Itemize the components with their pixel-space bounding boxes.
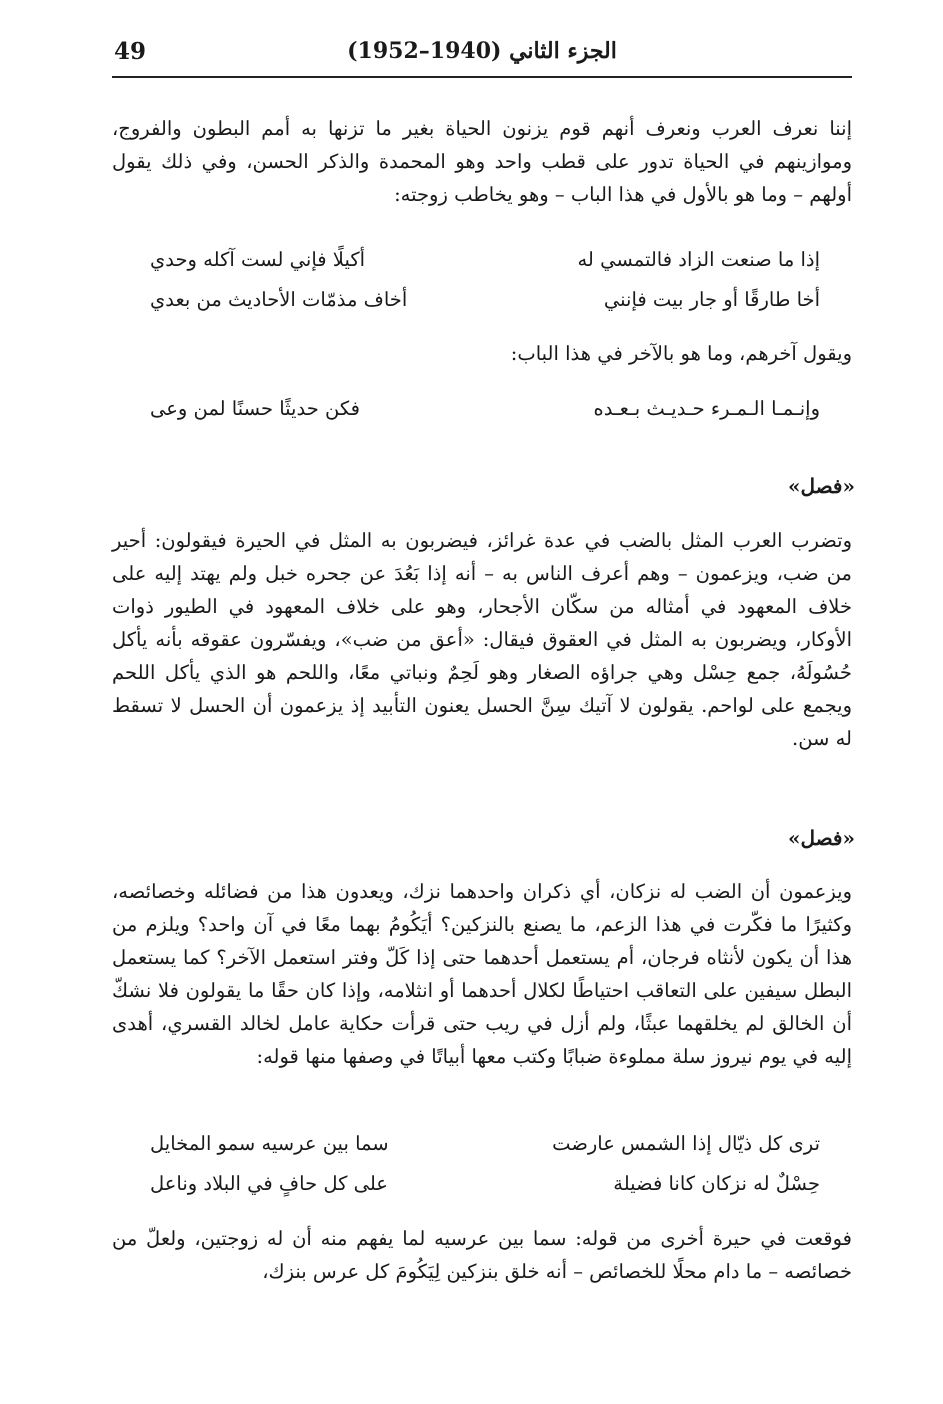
page-header — [112, 36, 852, 78]
verse-first-hemistich: ترى كل ذيّال إذا الشمس عارضت — [552, 1132, 820, 1155]
verse-line — [150, 283, 820, 316]
paragraph-transition: ويقول آخرهم، وما هو بالآخر في هذا الباب: — [510, 342, 852, 365]
verse-line — [150, 1167, 820, 1200]
paragraph-conclusion: فوقعت في حيرة أخرى من قوله: سما بين عرسيه لما يفهم منه أن له زوجتين، ولعلّ من خصائصه – ما دام محلًا للخصائص – أنه خلق بنزكين لِيَكُومَ كل عرس بنزك، — [112, 1227, 852, 1283]
verse-first-hemistich: أخا طارقًا أو جار بيت فإنني — [603, 288, 820, 311]
verse-second-hemistich: أكيلًا فإني لست آكله وحدي — [150, 248, 366, 271]
verse-second-hemistich: على كل حافٍ في البلاد وناعل — [150, 1172, 388, 1195]
verse-line — [150, 392, 820, 425]
page-number: 49 — [114, 38, 147, 65]
paragraph-intro: إننا نعرف العرب ونعرف أنهم قوم يزنون الحياة بغير ما تزنها به أمم البطون والفروج، وموازينهم في الحياة تدور على قطب واحد وهو المحمدة والذكر الحسن، وفي ذلك يقول أولهم – وما هو بالأول في هذا الباب – وهو يخاطب زوجته: — [112, 117, 852, 206]
verse-line — [150, 243, 820, 276]
verse-second-hemistich: سما بين عرسيه سمو المخايل — [150, 1132, 389, 1155]
section-heading: «فصل» — [787, 474, 855, 498]
verse-first-hemistich: حِسْلٌ له نزكان كانا فضيلة — [613, 1172, 820, 1195]
verse-first-hemistich: وإنـمـا الـمـرء حـديـث بـعـده — [593, 397, 820, 420]
running-title: الجزء الثاني (1940–1952) — [347, 38, 617, 64]
paragraph-dabb-proverbs: وتضرب العرب المثل بالضب في عدة غرائز، فيضربون به المثل في الحيرة فيقولون: أحير من ضب، ويزعمون – وهم أعرف الناس به – أنه إذا بَعُدَ عن جحره خبل ولم يهتد إليه على خلاف المعهود في أمثاله من سكّان الأجحار، وهو على خلاف المعهود في الطيور ذوات الأوكار، ويضربون به المثل في العقوق فيقال: «أعق من ضب»، ويفسّرون عقوقه بأنه يأكل حُسُولَهُ، جمع حِسْل وهي جراؤه الصغار وهو لَحِمٌ ونباتي معًا، واللحم هو الذي يأكل اللحم ويجمع على لواحم. يقولون لا آتيك سِنَّ الحسل يعنون التأبيد إذ يزعمون أن الحسل لا تسقط له سن. — [112, 529, 852, 750]
verse-second-hemistich: أخاف مذمّات الأحاديث من بعدي — [150, 288, 408, 311]
verse-second-hemistich: فكن حديثًا حسنًا لمن وعى — [150, 397, 360, 420]
verse-first-hemistich: إذا ما صنعت الزاد فالتمسي له — [577, 248, 820, 271]
section-heading: «فصل» — [787, 826, 855, 850]
verse-line — [150, 1127, 820, 1160]
paragraph-dabb-claims: ويزعمون أن الضب له نزكان، أي ذكران واحدهما نزك، ويعدون هذا من فضائله وخصائصه، وكثيرًا ما فكّرت في هذا الزعم، ما يصنع بالنزكين؟ أيَكُومُ بهما معًا في آن واحد؟ ويلزم من هذا أن يكون لأنثاه فرجان، أم يستعمل أحدهما حتى إذا كَلّ وفتر استعمل الآخر؟ كما يستعمل البطل سيفين على التعاقب احتياطًا لكلال أحدهما أو انثلامه، وإذا كان حقًا ما يقولون فلا نشكّ أن الخالق لم يخلقهما عبثًا، ولم أزل في ريب حتى قرأت حكاية عامل لخالد القسري، أهدى إليه في يوم نيروز سلة مملوءة ضبابًا وكتب معها أبياتًا في وصفها منها قوله: — [112, 880, 852, 1068]
